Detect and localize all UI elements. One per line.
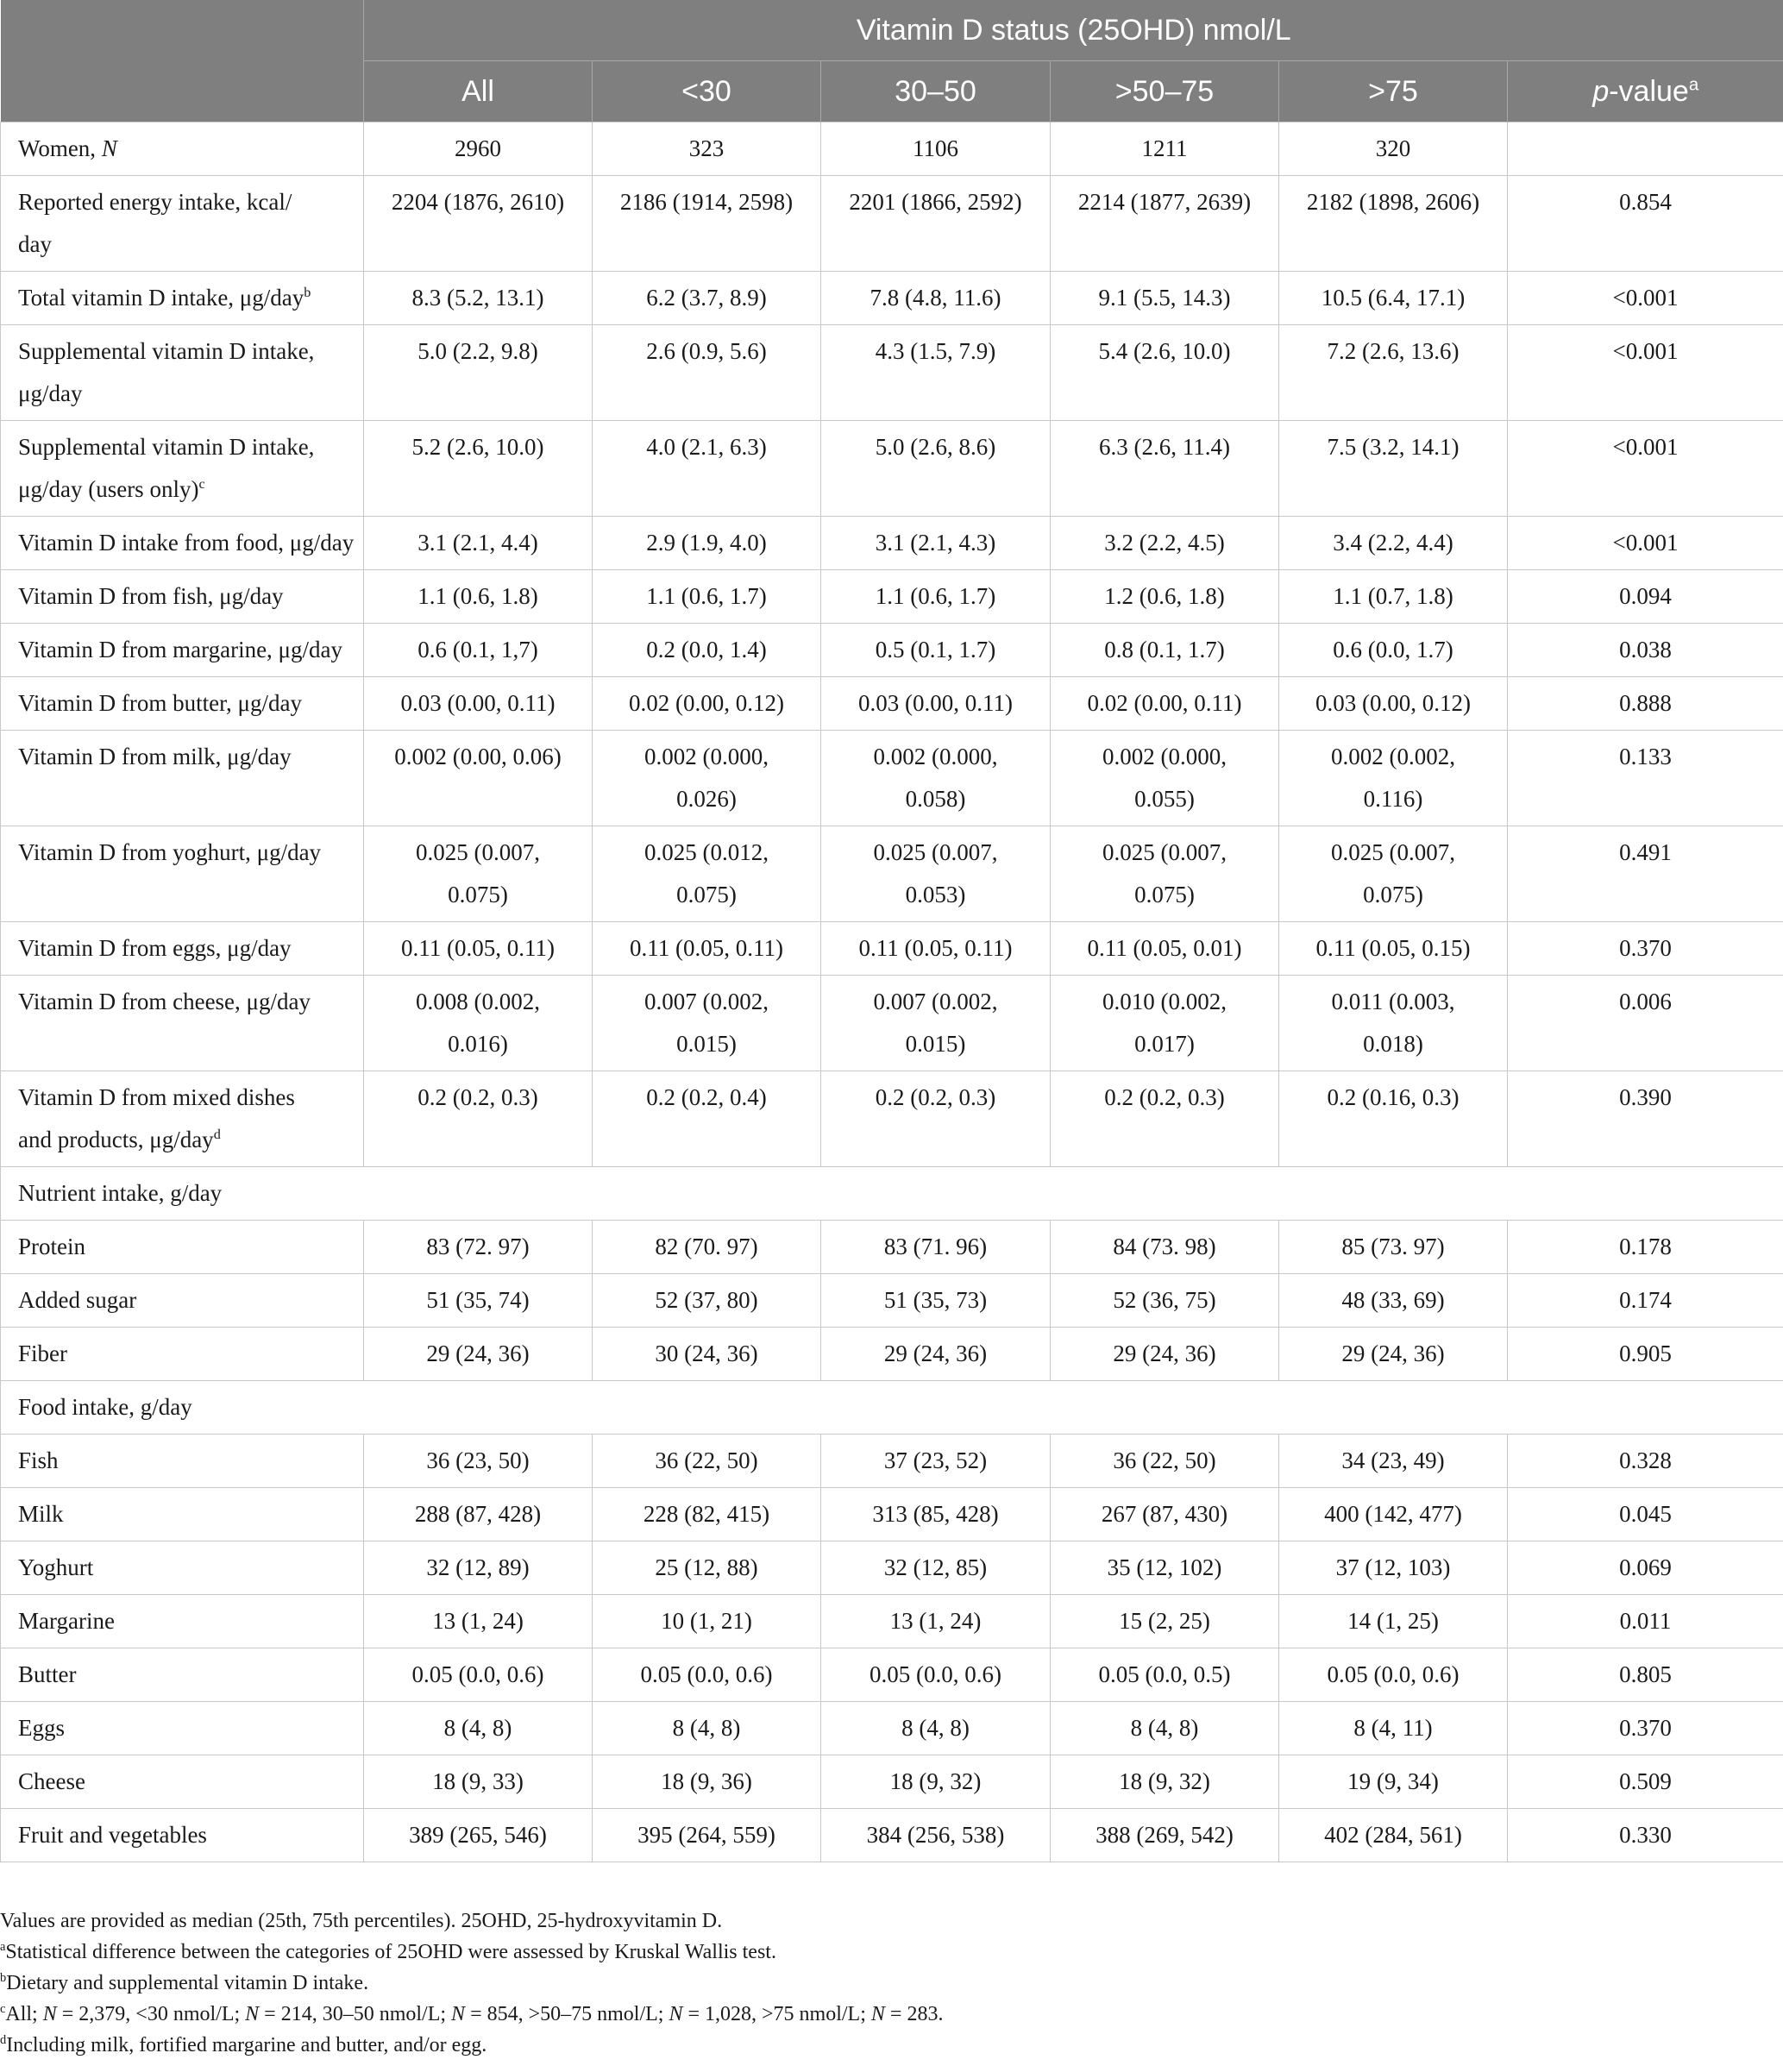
italic-symbol: N	[870, 2003, 885, 2025]
value-cell-gt-75: 7.5 (3.2, 14.1)	[1279, 421, 1508, 517]
text-segment: Nutrient intake, g/day	[18, 1180, 223, 1206]
text-segment: = 283.	[884, 2003, 944, 2025]
value-cell-p-value: 0.491	[1508, 826, 1783, 922]
column-header-lt-30: <30	[593, 61, 821, 122]
value-cell-all: 2204 (1876, 2610)	[364, 176, 593, 272]
italic-symbol: N	[451, 2003, 466, 2025]
value-cell-lt-30: 323	[593, 122, 821, 176]
value-cell-all: 0.025 (0.007, 0.075)	[364, 826, 593, 922]
value-cell-50-75: 0.8 (0.1, 1.7)	[1051, 624, 1279, 677]
table-row	[1, 1274, 1783, 1328]
value-cell-gt-75: 2182 (1898, 2606)	[1279, 176, 1508, 272]
value-cell-50-75: 6.3 (2.6, 11.4)	[1051, 421, 1279, 517]
value-cell-30-50: 0.007 (0.002, 0.015)	[821, 976, 1051, 1071]
table-body	[1, 122, 1783, 1862]
italic-symbol: N	[42, 2003, 57, 2025]
row-label-cell	[1, 1488, 364, 1541]
row-label-cell	[1, 976, 364, 1071]
table-row	[1, 1595, 1783, 1648]
value-cell-lt-30: 30 (24, 36)	[593, 1328, 821, 1381]
value-cell-lt-30: 395 (264, 559)	[593, 1809, 821, 1862]
value-cell-p-value: 0.330	[1508, 1809, 1783, 1862]
table-row	[1, 272, 1783, 325]
footnote	[0, 1906, 1783, 1937]
text-segment: Reported energy intake, kcal/ day	[18, 189, 292, 257]
text-segment: Vitamin D from butter, μg/day	[18, 690, 302, 716]
value-cell-gt-75: 37 (12, 103)	[1279, 1541, 1508, 1595]
value-cell-p-value: 0.069	[1508, 1541, 1783, 1595]
text-segment: All;	[5, 2003, 43, 2025]
row-label-cell	[1, 421, 364, 517]
text-segment: -value	[1609, 74, 1689, 108]
value-cell-all: 83 (72. 97)	[364, 1221, 593, 1274]
value-cell-50-75: 18 (9, 32)	[1051, 1755, 1279, 1809]
value-cell-all: 0.008 (0.002, 0.016)	[364, 976, 593, 1071]
value-cell-gt-75: 320	[1279, 122, 1508, 176]
value-cell-p-value: 0.133	[1508, 731, 1783, 826]
value-cell-p-value: <0.001	[1508, 325, 1783, 421]
value-cell-30-50: 2201 (1866, 2592)	[821, 176, 1051, 272]
text-segment: = 214, 30–50 nmol/L;	[259, 2003, 452, 2025]
value-cell-30-50: 384 (256, 538)	[821, 1809, 1051, 1862]
table-row	[1, 826, 1783, 922]
table-row	[1, 1488, 1783, 1541]
table-row	[1, 325, 1783, 421]
value-cell-30-50: 3.1 (2.1, 4.3)	[821, 517, 1051, 570]
value-cell-lt-30: 0.007 (0.002, 0.015)	[593, 976, 821, 1071]
section-row	[1, 1167, 1783, 1221]
value-cell-lt-30: 2.9 (1.9, 4.0)	[593, 517, 821, 570]
text-segment: Fish	[18, 1447, 59, 1473]
value-cell-gt-75: 0.03 (0.00, 0.12)	[1279, 677, 1508, 731]
text-segment: Supplemental vitamin D intake, μg/day	[18, 338, 315, 406]
value-cell-p-value: 0.370	[1508, 922, 1783, 976]
row-label-cell	[1, 325, 364, 421]
value-cell-gt-75: 85 (73. 97)	[1279, 1221, 1508, 1274]
row-label-cell	[1, 1648, 364, 1702]
value-cell-all: 36 (23, 50)	[364, 1435, 593, 1488]
row-label-cell	[1, 1755, 364, 1809]
value-cell-50-75: 267 (87, 430)	[1051, 1488, 1279, 1541]
footnote-marker: b	[304, 285, 311, 300]
value-cell-gt-75: 0.002 (0.002, 0.116)	[1279, 731, 1508, 826]
text-segment: Margarine	[18, 1608, 115, 1634]
table-row	[1, 517, 1783, 570]
value-cell-all: 51 (35, 74)	[364, 1274, 593, 1328]
footnote	[0, 1937, 1783, 1968]
row-label-cell	[1, 922, 364, 976]
row-label-cell	[1, 122, 364, 176]
row-label-cell	[1, 1221, 364, 1274]
table-row	[1, 922, 1783, 976]
footnote-marker: a	[0, 1940, 6, 1954]
value-cell-all: 8 (4, 8)	[364, 1702, 593, 1755]
table-row	[1, 1702, 1783, 1755]
value-cell-50-75: 29 (24, 36)	[1051, 1328, 1279, 1381]
text-segment: Eggs	[18, 1715, 65, 1741]
text-segment: Vitamin D from cheese, μg/day	[18, 989, 311, 1014]
table-row	[1, 731, 1783, 826]
value-cell-30-50: 313 (85, 428)	[821, 1488, 1051, 1541]
text-segment: Including milk, fortified margarine and butter, and/or egg.	[6, 2034, 487, 2056]
column-header-all: All	[364, 61, 593, 122]
text-segment: Protein	[18, 1234, 85, 1259]
value-cell-50-75: 36 (22, 50)	[1051, 1435, 1279, 1488]
footnote-marker: d	[213, 1127, 221, 1142]
value-cell-lt-30: 0.2 (0.0, 1.4)	[593, 624, 821, 677]
text-segment: Food intake, g/day	[18, 1394, 192, 1420]
row-label-cell	[1, 272, 364, 325]
value-cell-lt-30: 0.2 (0.2, 0.4)	[593, 1071, 821, 1167]
value-cell-lt-30: 0.025 (0.012, 0.075)	[593, 826, 821, 922]
value-cell-50-75: 0.05 (0.0, 0.5)	[1051, 1648, 1279, 1702]
footnote-marker: a	[1688, 75, 1699, 95]
value-cell-30-50: 0.03 (0.00, 0.11)	[821, 677, 1051, 731]
section-label-cell	[1, 1167, 1783, 1221]
section-row	[1, 1381, 1783, 1435]
value-cell-gt-75: 48 (33, 69)	[1279, 1274, 1508, 1328]
value-cell-gt-75: 0.11 (0.05, 0.15)	[1279, 922, 1508, 976]
value-cell-p-value: <0.001	[1508, 421, 1783, 517]
italic-symbol: N	[101, 135, 117, 161]
value-cell-50-75: 15 (2, 25)	[1051, 1595, 1279, 1648]
value-cell-gt-75: 7.2 (2.6, 13.6)	[1279, 325, 1508, 421]
table-row	[1, 1328, 1783, 1381]
row-label-cell	[1, 1071, 364, 1167]
value-cell-lt-30: 10 (1, 21)	[593, 1595, 821, 1648]
value-cell-gt-75: 0.011 (0.003, 0.018)	[1279, 976, 1508, 1071]
footnote-marker: c	[0, 2002, 6, 2016]
text-segment: = 2,379, <30 nmol/L;	[56, 2003, 246, 2025]
row-label-cell	[1, 731, 364, 826]
value-cell-50-75: 84 (73. 98)	[1051, 1221, 1279, 1274]
value-cell-p-value: 0.370	[1508, 1702, 1783, 1755]
italic-symbol: p	[1592, 74, 1610, 108]
value-cell-p-value: 0.038	[1508, 624, 1783, 677]
row-label-cell	[1, 624, 364, 677]
table-row	[1, 122, 1783, 176]
value-cell-gt-75: 8 (4, 11)	[1279, 1702, 1508, 1755]
value-cell-gt-75: 3.4 (2.2, 4.4)	[1279, 517, 1508, 570]
footnote-marker: c	[198, 476, 205, 492]
text-segment: = 1,028, >75 nmol/L;	[682, 2003, 871, 2025]
value-cell-30-50: 0.5 (0.1, 1.7)	[821, 624, 1051, 677]
value-cell-p-value: 0.174	[1508, 1274, 1783, 1328]
row-label-cell	[1, 517, 364, 570]
value-cell-gt-75: 29 (24, 36)	[1279, 1328, 1508, 1381]
value-cell-30-50: 7.8 (4.8, 11.6)	[821, 272, 1051, 325]
value-cell-50-75: 388 (269, 542)	[1051, 1809, 1279, 1862]
value-cell-50-75: 0.2 (0.2, 0.3)	[1051, 1071, 1279, 1167]
value-cell-gt-75: 34 (23, 49)	[1279, 1435, 1508, 1488]
table-row	[1, 1435, 1783, 1488]
value-cell-all: 288 (87, 428)	[364, 1488, 593, 1541]
row-label-cell	[1, 1809, 364, 1862]
value-cell-50-75: 5.4 (2.6, 10.0)	[1051, 325, 1279, 421]
value-cell-gt-75: 19 (9, 34)	[1279, 1755, 1508, 1809]
text-segment: Vitamin D from yoghurt, μg/day	[18, 839, 322, 865]
text-segment: Cheese	[18, 1768, 85, 1794]
value-cell-30-50: 0.11 (0.05, 0.11)	[821, 922, 1051, 976]
row-label-cell	[1, 176, 364, 272]
text-segment: Milk	[18, 1501, 64, 1527]
text-segment: Values are provided as median (25th, 75th percentiles). 25OHD, 25-hydroxyvitamin D.	[0, 1910, 723, 1932]
value-cell-50-75: 1211	[1051, 122, 1279, 176]
table-footnotes	[0, 1906, 1783, 2061]
text-segment: = 854, >50–75 nmol/L;	[465, 2003, 669, 2025]
value-cell-30-50: 0.025 (0.007, 0.053)	[821, 826, 1051, 922]
value-cell-gt-75: 400 (142, 477)	[1279, 1488, 1508, 1541]
text-segment: Vitamin D from eggs, μg/day	[18, 935, 292, 961]
value-cell-all: 29 (24, 36)	[364, 1328, 593, 1381]
value-cell-all: 18 (9, 33)	[364, 1755, 593, 1809]
italic-symbol: N	[669, 2003, 683, 2025]
text-segment: Vitamin D from margarine, μg/day	[18, 637, 343, 662]
value-cell-all: 5.2 (2.6, 10.0)	[364, 421, 593, 517]
row-label-cell	[1, 570, 364, 624]
value-cell-p-value: 0.006	[1508, 976, 1783, 1071]
value-cell-30-50: 51 (35, 73)	[821, 1274, 1051, 1328]
value-cell-30-50: 29 (24, 36)	[821, 1328, 1051, 1381]
table-row	[1, 1809, 1783, 1862]
text-segment: Total vitamin D intake, μg/day	[18, 285, 304, 311]
value-cell-all: 32 (12, 89)	[364, 1541, 593, 1595]
row-label-cell	[1, 1435, 364, 1488]
text-segment: Fiber	[18, 1341, 67, 1366]
header-corner-cell	[1, 0, 364, 122]
row-label-cell	[1, 677, 364, 731]
value-cell-all: 13 (1, 24)	[364, 1595, 593, 1648]
column-header-gt-75: >75	[1279, 61, 1508, 122]
value-cell-all: 8.3 (5.2, 13.1)	[364, 272, 593, 325]
row-label-cell	[1, 826, 364, 922]
value-cell-30-50: 0.002 (0.000, 0.058)	[821, 731, 1051, 826]
value-cell-p-value: 0.805	[1508, 1648, 1783, 1702]
value-cell-30-50: 13 (1, 24)	[821, 1595, 1051, 1648]
value-cell-lt-30: 0.02 (0.00, 0.12)	[593, 677, 821, 731]
value-cell-30-50: 1106	[821, 122, 1051, 176]
value-cell-all: 5.0 (2.2, 9.8)	[364, 325, 593, 421]
value-cell-p-value	[1508, 122, 1783, 176]
value-cell-30-50: 0.05 (0.0, 0.6)	[821, 1648, 1051, 1702]
value-cell-lt-30: 4.0 (2.1, 6.3)	[593, 421, 821, 517]
value-cell-gt-75: 0.05 (0.0, 0.6)	[1279, 1648, 1508, 1702]
value-cell-all: 389 (265, 546)	[364, 1809, 593, 1862]
value-cell-30-50: 18 (9, 32)	[821, 1755, 1051, 1809]
value-cell-p-value: 0.178	[1508, 1221, 1783, 1274]
value-cell-30-50: 1.1 (0.6, 1.7)	[821, 570, 1051, 624]
value-cell-gt-75: 402 (284, 561)	[1279, 1809, 1508, 1862]
value-cell-gt-75: 14 (1, 25)	[1279, 1595, 1508, 1648]
row-label-cell	[1, 1541, 364, 1595]
table-row	[1, 1648, 1783, 1702]
text-segment: Vitamin D from mixed dishes and products, μg/day	[18, 1084, 295, 1152]
value-cell-lt-30: 18 (9, 36)	[593, 1755, 821, 1809]
table-row	[1, 421, 1783, 517]
value-cell-p-value: 0.011	[1508, 1595, 1783, 1648]
value-cell-all: 0.002 (0.00, 0.06)	[364, 731, 593, 826]
table-row	[1, 1071, 1783, 1167]
value-cell-all: 3.1 (2.1, 4.4)	[364, 517, 593, 570]
value-cell-30-50: 0.2 (0.2, 0.3)	[821, 1071, 1051, 1167]
value-cell-lt-30: 1.1 (0.6, 1.7)	[593, 570, 821, 624]
value-cell-gt-75: 1.1 (0.7, 1.8)	[1279, 570, 1508, 624]
text-segment: Yoghurt	[18, 1554, 94, 1580]
value-cell-all: 0.6 (0.1, 1,7)	[364, 624, 593, 677]
value-cell-lt-30: 6.2 (3.7, 8.9)	[593, 272, 821, 325]
value-cell-all: 0.05 (0.0, 0.6)	[364, 1648, 593, 1702]
value-cell-p-value: 0.094	[1508, 570, 1783, 624]
table-row	[1, 624, 1783, 677]
column-header-p-value	[1508, 61, 1783, 122]
value-cell-30-50: 32 (12, 85)	[821, 1541, 1051, 1595]
value-cell-30-50: 4.3 (1.5, 7.9)	[821, 325, 1051, 421]
text-segment: Fruit and vegetables	[18, 1822, 207, 1848]
table-row	[1, 1221, 1783, 1274]
value-cell-gt-75: 0.6 (0.0, 1.7)	[1279, 624, 1508, 677]
header-row-group	[1, 0, 1783, 61]
value-cell-gt-75: 10.5 (6.4, 17.1)	[1279, 272, 1508, 325]
value-cell-all: 0.11 (0.05, 0.11)	[364, 922, 593, 976]
value-cell-50-75: 3.2 (2.2, 4.5)	[1051, 517, 1279, 570]
text-segment: Added sugar	[18, 1287, 137, 1313]
value-cell-50-75: 8 (4, 8)	[1051, 1702, 1279, 1755]
header-group-title: Vitamin D status (25OHD) nmol/L	[364, 0, 1783, 61]
table-row	[1, 976, 1783, 1071]
value-cell-50-75: 0.11 (0.05, 0.01)	[1051, 922, 1279, 976]
value-cell-lt-30: 2186 (1914, 2598)	[593, 176, 821, 272]
value-cell-all: 2960	[364, 122, 593, 176]
table-row	[1, 176, 1783, 272]
value-cell-50-75: 0.025 (0.007, 0.075)	[1051, 826, 1279, 922]
value-cell-all: 0.2 (0.2, 0.3)	[364, 1071, 593, 1167]
value-cell-50-75: 1.2 (0.6, 1.8)	[1051, 570, 1279, 624]
text-segment: Vitamin D from fish, μg/day	[18, 583, 284, 609]
value-cell-p-value: 0.854	[1508, 176, 1783, 272]
value-cell-50-75: 2214 (1877, 2639)	[1051, 176, 1279, 272]
value-cell-p-value: 0.045	[1508, 1488, 1783, 1541]
value-cell-50-75: 9.1 (5.5, 14.3)	[1051, 272, 1279, 325]
value-cell-p-value: 0.390	[1508, 1071, 1783, 1167]
text-segment: Statistical difference between the categories of 25OHD were assessed by Kruskal Wallis test.	[5, 1941, 776, 1963]
value-cell-lt-30: 36 (22, 50)	[593, 1435, 821, 1488]
table-row	[1, 570, 1783, 624]
text-segment: Women,	[18, 135, 102, 161]
row-label-cell	[1, 1595, 364, 1648]
value-cell-30-50: 5.0 (2.6, 8.6)	[821, 421, 1051, 517]
value-cell-30-50: 8 (4, 8)	[821, 1702, 1051, 1755]
column-header-30-50: 30–50	[821, 61, 1051, 122]
value-cell-p-value: 0.328	[1508, 1435, 1783, 1488]
value-cell-50-75: 0.010 (0.002, 0.017)	[1051, 976, 1279, 1071]
value-cell-p-value: 0.888	[1508, 677, 1783, 731]
table-row	[1, 677, 1783, 731]
value-cell-lt-30: 0.002 (0.000, 0.026)	[593, 731, 821, 826]
text-segment: Supplemental vitamin D intake, μg/day (users only)	[18, 434, 315, 502]
value-cell-all: 1.1 (0.6, 1.8)	[364, 570, 593, 624]
value-cell-30-50: 37 (23, 52)	[821, 1435, 1051, 1488]
table-row	[1, 1541, 1783, 1595]
footnote-marker: d	[0, 2033, 7, 2047]
value-cell-gt-75: 0.2 (0.16, 0.3)	[1279, 1071, 1508, 1167]
text-segment: Dietary and supplemental vitamin D intake.	[6, 1972, 369, 1994]
value-cell-p-value: <0.001	[1508, 272, 1783, 325]
text-segment: Vitamin D from milk, μg/day	[18, 744, 292, 769]
footnote-marker: b	[0, 1971, 7, 1985]
row-label-cell	[1, 1274, 364, 1328]
column-header-50-75: >50–75	[1051, 61, 1279, 122]
text-segment: Vitamin D intake from food, μg/day	[18, 530, 355, 556]
value-cell-50-75: 52 (36, 75)	[1051, 1274, 1279, 1328]
value-cell-50-75: 0.02 (0.00, 0.11)	[1051, 677, 1279, 731]
value-cell-all: 0.03 (0.00, 0.11)	[364, 677, 593, 731]
value-cell-gt-75: 0.025 (0.007, 0.075)	[1279, 826, 1508, 922]
footnote	[0, 1968, 1783, 1999]
value-cell-lt-30: 228 (82, 415)	[593, 1488, 821, 1541]
value-cell-lt-30: 0.05 (0.0, 0.6)	[593, 1648, 821, 1702]
value-cell-lt-30: 0.11 (0.05, 0.11)	[593, 922, 821, 976]
italic-symbol: N	[245, 2003, 260, 2025]
value-cell-lt-30: 2.6 (0.9, 5.6)	[593, 325, 821, 421]
text-segment: Butter	[18, 1661, 77, 1687]
value-cell-50-75: 0.002 (0.000, 0.055)	[1051, 731, 1279, 826]
footnote	[0, 2030, 1783, 2061]
value-cell-lt-30: 8 (4, 8)	[593, 1702, 821, 1755]
value-cell-30-50: 83 (71. 96)	[821, 1221, 1051, 1274]
value-cell-p-value: 0.509	[1508, 1755, 1783, 1809]
footnote	[0, 1999, 1783, 2030]
value-cell-p-value: 0.905	[1508, 1328, 1783, 1381]
value-cell-50-75: 35 (12, 102)	[1051, 1541, 1279, 1595]
row-label-cell	[1, 1702, 364, 1755]
table-row	[1, 1755, 1783, 1809]
value-cell-lt-30: 25 (12, 88)	[593, 1541, 821, 1595]
value-cell-lt-30: 52 (37, 80)	[593, 1274, 821, 1328]
value-cell-lt-30: 82 (70. 97)	[593, 1221, 821, 1274]
value-cell-p-value: <0.001	[1508, 517, 1783, 570]
row-label-cell	[1, 1328, 364, 1381]
section-label-cell	[1, 1381, 1783, 1435]
